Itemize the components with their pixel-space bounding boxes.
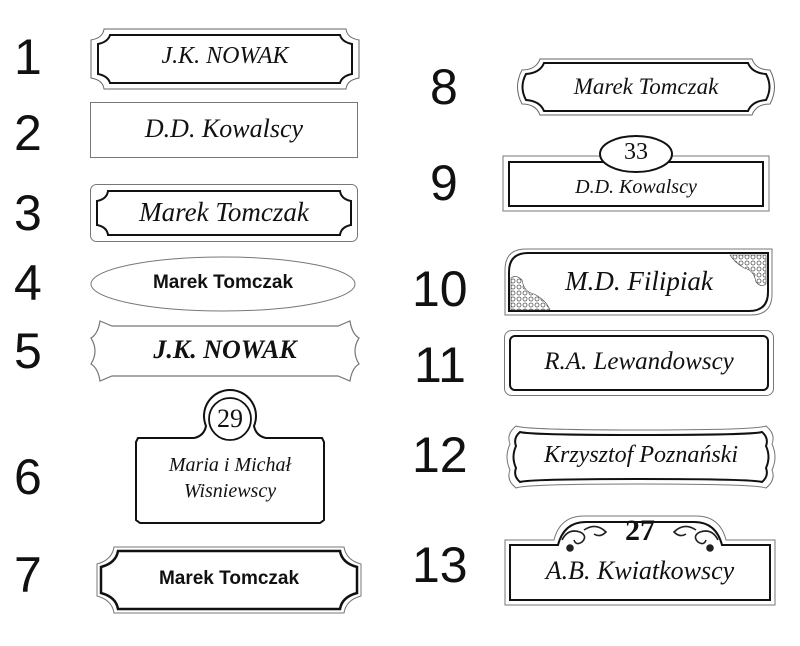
- plate-number-4: 4: [14, 255, 42, 311]
- plate-10: [504, 248, 774, 316]
- plate-number-12: 12: [412, 427, 468, 483]
- plate-number-8: 8: [430, 59, 458, 115]
- plate-11-name: R.A. Lewandowscy: [544, 348, 734, 375]
- plate-6-name-line-2: Wisniewscy: [183, 480, 277, 502]
- plate-8: [512, 58, 780, 116]
- plate-13-name: A.B. Kwiatkowscy: [545, 556, 735, 585]
- plate-2-name: D.D. Kowalscy: [144, 114, 304, 143]
- plate-number-13: 13: [412, 537, 468, 593]
- plate-number-11: 11: [414, 337, 466, 393]
- plate-1-name: J.K. NOWAK: [161, 43, 289, 69]
- plate-4: [90, 256, 356, 312]
- plate-7-name: Marek Tomczak: [158, 568, 300, 589]
- plate-number-6: 6: [14, 449, 42, 505]
- plate-1: [90, 28, 360, 90]
- plate-number-2: 2: [14, 105, 42, 161]
- plate-number-3: 3: [14, 185, 42, 241]
- plate-9-house-number: 33: [624, 139, 648, 165]
- plate-9: [502, 134, 770, 212]
- plate-3-name: Marek Tomczak: [139, 197, 309, 227]
- plate-7: [96, 546, 362, 614]
- plate-4-name: Marek Tomczak: [152, 272, 294, 293]
- plate-number-5: 5: [14, 323, 42, 379]
- plate-6-house-number: 29: [217, 404, 243, 433]
- plate-6-name-line-1: Maria i Michał: [168, 454, 292, 476]
- plate-8-name: Marek Tomczak: [573, 74, 719, 99]
- plate-5: [90, 320, 360, 382]
- plate-12-name: Krzysztof Poznański: [543, 442, 738, 468]
- plate-5-name: J.K. NOWAK: [153, 335, 297, 364]
- plate-13: [504, 510, 776, 606]
- plate-number-7: 7: [14, 547, 42, 603]
- plate-6: [134, 390, 326, 524]
- plate-3: [90, 184, 358, 242]
- plate-number-10: 10: [412, 261, 468, 317]
- plate-2: [90, 102, 358, 158]
- plate-13-house-number: 27: [625, 514, 655, 547]
- plate-number-9: 9: [430, 155, 458, 211]
- plate-9-name: D.D. Kowalscy: [575, 176, 697, 198]
- plate-10-name: M.D. Filipiak: [565, 266, 713, 296]
- plate-11: [504, 330, 774, 396]
- plate-12: [506, 424, 776, 490]
- plate-number-1: 1: [14, 29, 42, 85]
